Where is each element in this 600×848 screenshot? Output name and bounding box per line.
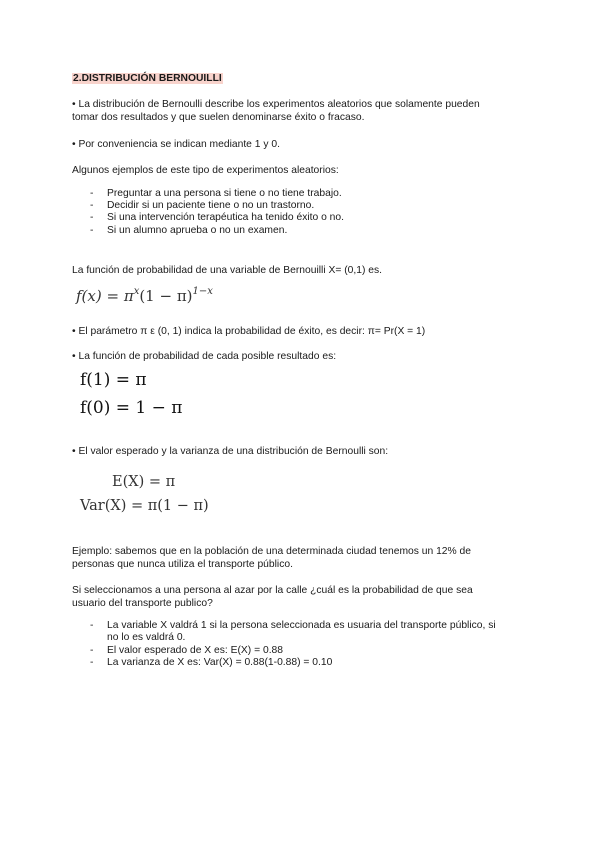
convenience-note: • Por conveniencia se indican mediante 1 y 0. [72, 139, 280, 150]
expected-variance-text: • El valor esperado y la varianza de una distribución de Bernoulli son: [72, 446, 389, 457]
formula-bernoulli-pmf: $f(x) = \pi^x(1 - \pi)^{1-x}$ [76, 286, 213, 305]
example-line-1: Ejemplo: sabemos que en la población de una determinada ciudad tenemos un 12% de [72, 546, 471, 557]
question-line-2: usuario del transporte publico? [72, 598, 213, 609]
intro-line-1: • La distribución de Bernoulli describe los experimentos aleatorios que solamente pueden [72, 99, 480, 110]
question-line-1: Si seleccionamos a una persona al azar por la calle ¿cuál es la probabilidad de que sea [72, 585, 473, 596]
formula-f1: f(1) = π [80, 370, 147, 390]
example-line-2: personas que nunca utiliza el transporte público. [72, 559, 293, 570]
prob-function-text: La función de probabilidad de una variable de Bernouilli X= (0,1) es. [72, 265, 382, 276]
formula-expected-value: E(X) = π [112, 474, 176, 490]
formula-variance: Var(X) = π(1 − π) [80, 498, 209, 514]
each-result-text: • La función de probabilidad de cada posible resultado es: [72, 351, 337, 362]
examples-intro: Algunos ejemplos de este tipo de experimentos aleatorios: [72, 165, 339, 176]
intro-line-2: tomar dos resultados y que suelen denominarse éxito o fracaso. [72, 112, 365, 123]
formula-f0: f(0) = 1 − π [80, 398, 183, 418]
parameter-text: • El parámetro π ε (0, 1) indica la probabilidad de éxito, es decir: π= Pr(X = 1) [72, 326, 426, 337]
document-page: 2.DISTRIBUCIÓN BERNOUILLI • La distribución de Bernoulli describe los experimentos aleatorios que solamente pueden tomar dos resultados y que suelen denominarse éxito o fracaso. • Por conveniencia se indican mediante 1 y 0. Algunos ejemplos de este tipo de experimentos aleatorios: - Preguntar a una persona si tiene o no tiene trabajo. - Decidir si un paciente tiene o no un trastorno. - Si una intervención terapéutica ha tenido éxito o no. - Si un alumno aprueba o no un examen. La función de probabilidad de una variable de Bernouilli X= (0,1) es. $f(x) = \pi^x(1 - \pi)^{1-x}$ • El parámetro π ε (0, 1) indica la probabilidad de éxito, es decir: π= Pr(X = 1) • La función de probabilidad de cada posible resultado es: f(1) = π f(0) = 1 − π • El valor esperado y la varianza de una distribución de Bernoulli son: E(X) = π Var(X) = π(1 − π) Ejemplo: sabemos que en la población de una determinada ciudad tenemos un 12% de personas que nunca utiliza el transporte público. Si seleccionamos a una persona al azar por la calle ¿cuál es la probabilidad de que sea usuario del transporte publico? - La variable X valdrá 1 si la persona seleccionada es usuaria del transporte público, si no lo es valdrá 0. - El valor esperado de X es: E(X) = 0.88 - La varianza de X es: Var(X) = 0.88(1-0.88) = 0.10 [72, 73, 496, 668]
section-heading: 2.DISTRIBUCIÓN BERNOUILLI [73, 73, 222, 84]
